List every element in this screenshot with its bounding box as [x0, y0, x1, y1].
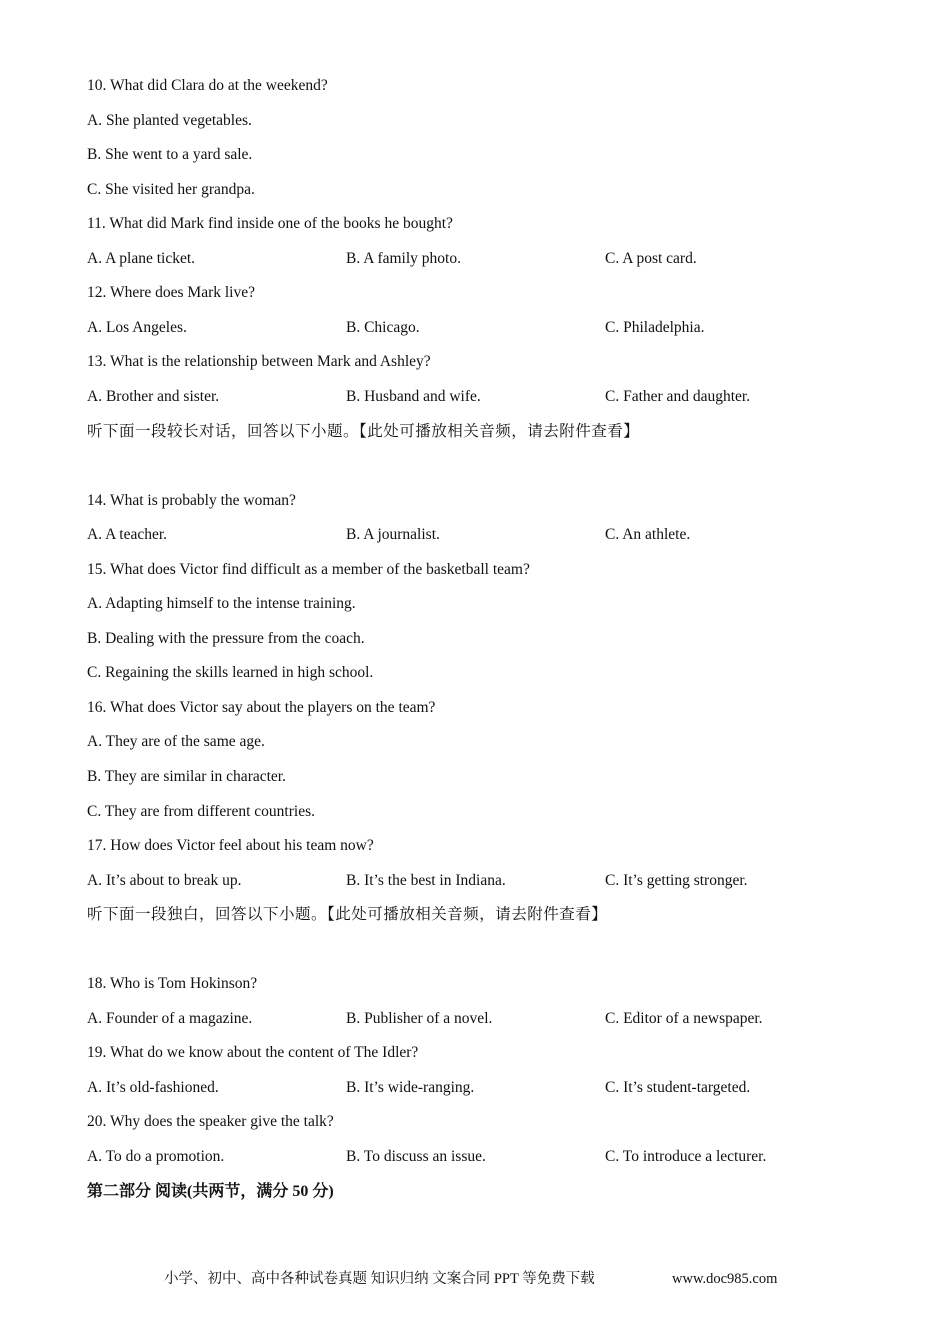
q10-option-c: C. She visited her grandpa.: [87, 181, 255, 198]
question-20: 20. Why does the speaker give the talk?: [87, 1113, 334, 1130]
question-14: 14. What is probably the woman?: [87, 492, 296, 509]
q16-option-b: B. They are similar in character.: [87, 768, 286, 785]
q15-option-c: C. Regaining the skills learned in high school.: [87, 664, 374, 681]
q13-option-b: B. Husband and wife.: [346, 388, 481, 405]
question-18: 18. Who is Tom Hokinson?: [87, 975, 258, 992]
q17-option-c: C. It’s getting stronger.: [605, 872, 748, 889]
q13-option-c: C. Father and daughter.: [605, 388, 751, 405]
q19-option-a: A. It’s old-fashioned.: [87, 1079, 219, 1096]
q11-option-c: C. A post card.: [605, 250, 697, 267]
q20-option-a: A. To do a promotion.: [87, 1148, 225, 1165]
q14-option-c: C. An athlete.: [605, 526, 691, 543]
q12-option-a: A. Los Angeles.: [87, 319, 187, 336]
question-13: 13. What is the relationship between Mark and Ashley?: [87, 353, 431, 370]
q19-option-c: C. It’s student-targeted.: [605, 1079, 751, 1096]
q14-option-b: B. A journalist.: [346, 526, 440, 543]
q18-option-c: C. Editor of a newspaper.: [605, 1010, 763, 1027]
long-dialogue-instruction: 听下面一段较长对话，回答以下小题。【此处可播放相关音频，请去附件查看】: [87, 423, 640, 440]
q11-option-a: A. A plane ticket.: [87, 250, 196, 267]
q16-option-c: C. They are from different countries.: [87, 803, 315, 820]
q20-option-c: C. To introduce a lecturer.: [605, 1148, 767, 1165]
q15-option-b: B. Dealing with the pressure from the coach.: [87, 630, 365, 647]
q17-option-a: A. It’s about to break up.: [87, 872, 242, 889]
monologue-instruction: 听下面一段独白，回答以下小题。【此处可播放相关音频，请去附件查看】: [87, 906, 608, 923]
q13-option-a: A. Brother and sister.: [87, 388, 220, 405]
question-17: 17. How does Victor feel about his team now?: [87, 837, 374, 854]
q10-option-a: A. She planted vegetables.: [87, 112, 252, 129]
q16-option-a: A. They are of the same age.: [87, 733, 265, 750]
question-19: 19. What do we know about the content of The Idler?: [87, 1044, 419, 1061]
q18-option-b: B. Publisher of a novel.: [346, 1010, 493, 1027]
q17-option-b: B. It’s the best in Indiana.: [346, 872, 506, 889]
q14-option-a: A. A teacher.: [87, 526, 168, 543]
q18-option-a: A. Founder of a magazine.: [87, 1010, 253, 1027]
section-heading: 第二部分 阅读(共两节，满分 50 分): [87, 1183, 334, 1200]
q12-option-b: B. Chicago.: [346, 319, 420, 336]
question-16: 16. What does Victor say about the players on the team?: [87, 699, 436, 716]
q15-option-a: A. Adapting himself to the intense training.: [87, 595, 356, 612]
q10-option-b: B. She went to a yard sale.: [87, 146, 253, 163]
question-15: 15. What does Victor find difficult as a member of the basketball team?: [87, 561, 530, 578]
q19-option-b: B. It’s wide-ranging.: [346, 1079, 475, 1096]
question-10: 10. What did Clara do at the weekend?: [87, 77, 328, 94]
question-11: 11. What did Mark find inside one of the books he bought?: [87, 215, 453, 232]
footer-url[interactable]: www.doc985.com: [672, 1271, 778, 1287]
q11-option-b: B. A family photo.: [346, 250, 461, 267]
footer-text: 小学、初中、高中各种试卷真题 知识归纳 文案合同 PPT 等免费下载: [164, 1271, 595, 1287]
question-12: 12. Where does Mark live?: [87, 284, 256, 301]
q20-option-b: B. To discuss an issue.: [346, 1148, 486, 1165]
q12-option-c: C. Philadelphia.: [605, 319, 705, 336]
